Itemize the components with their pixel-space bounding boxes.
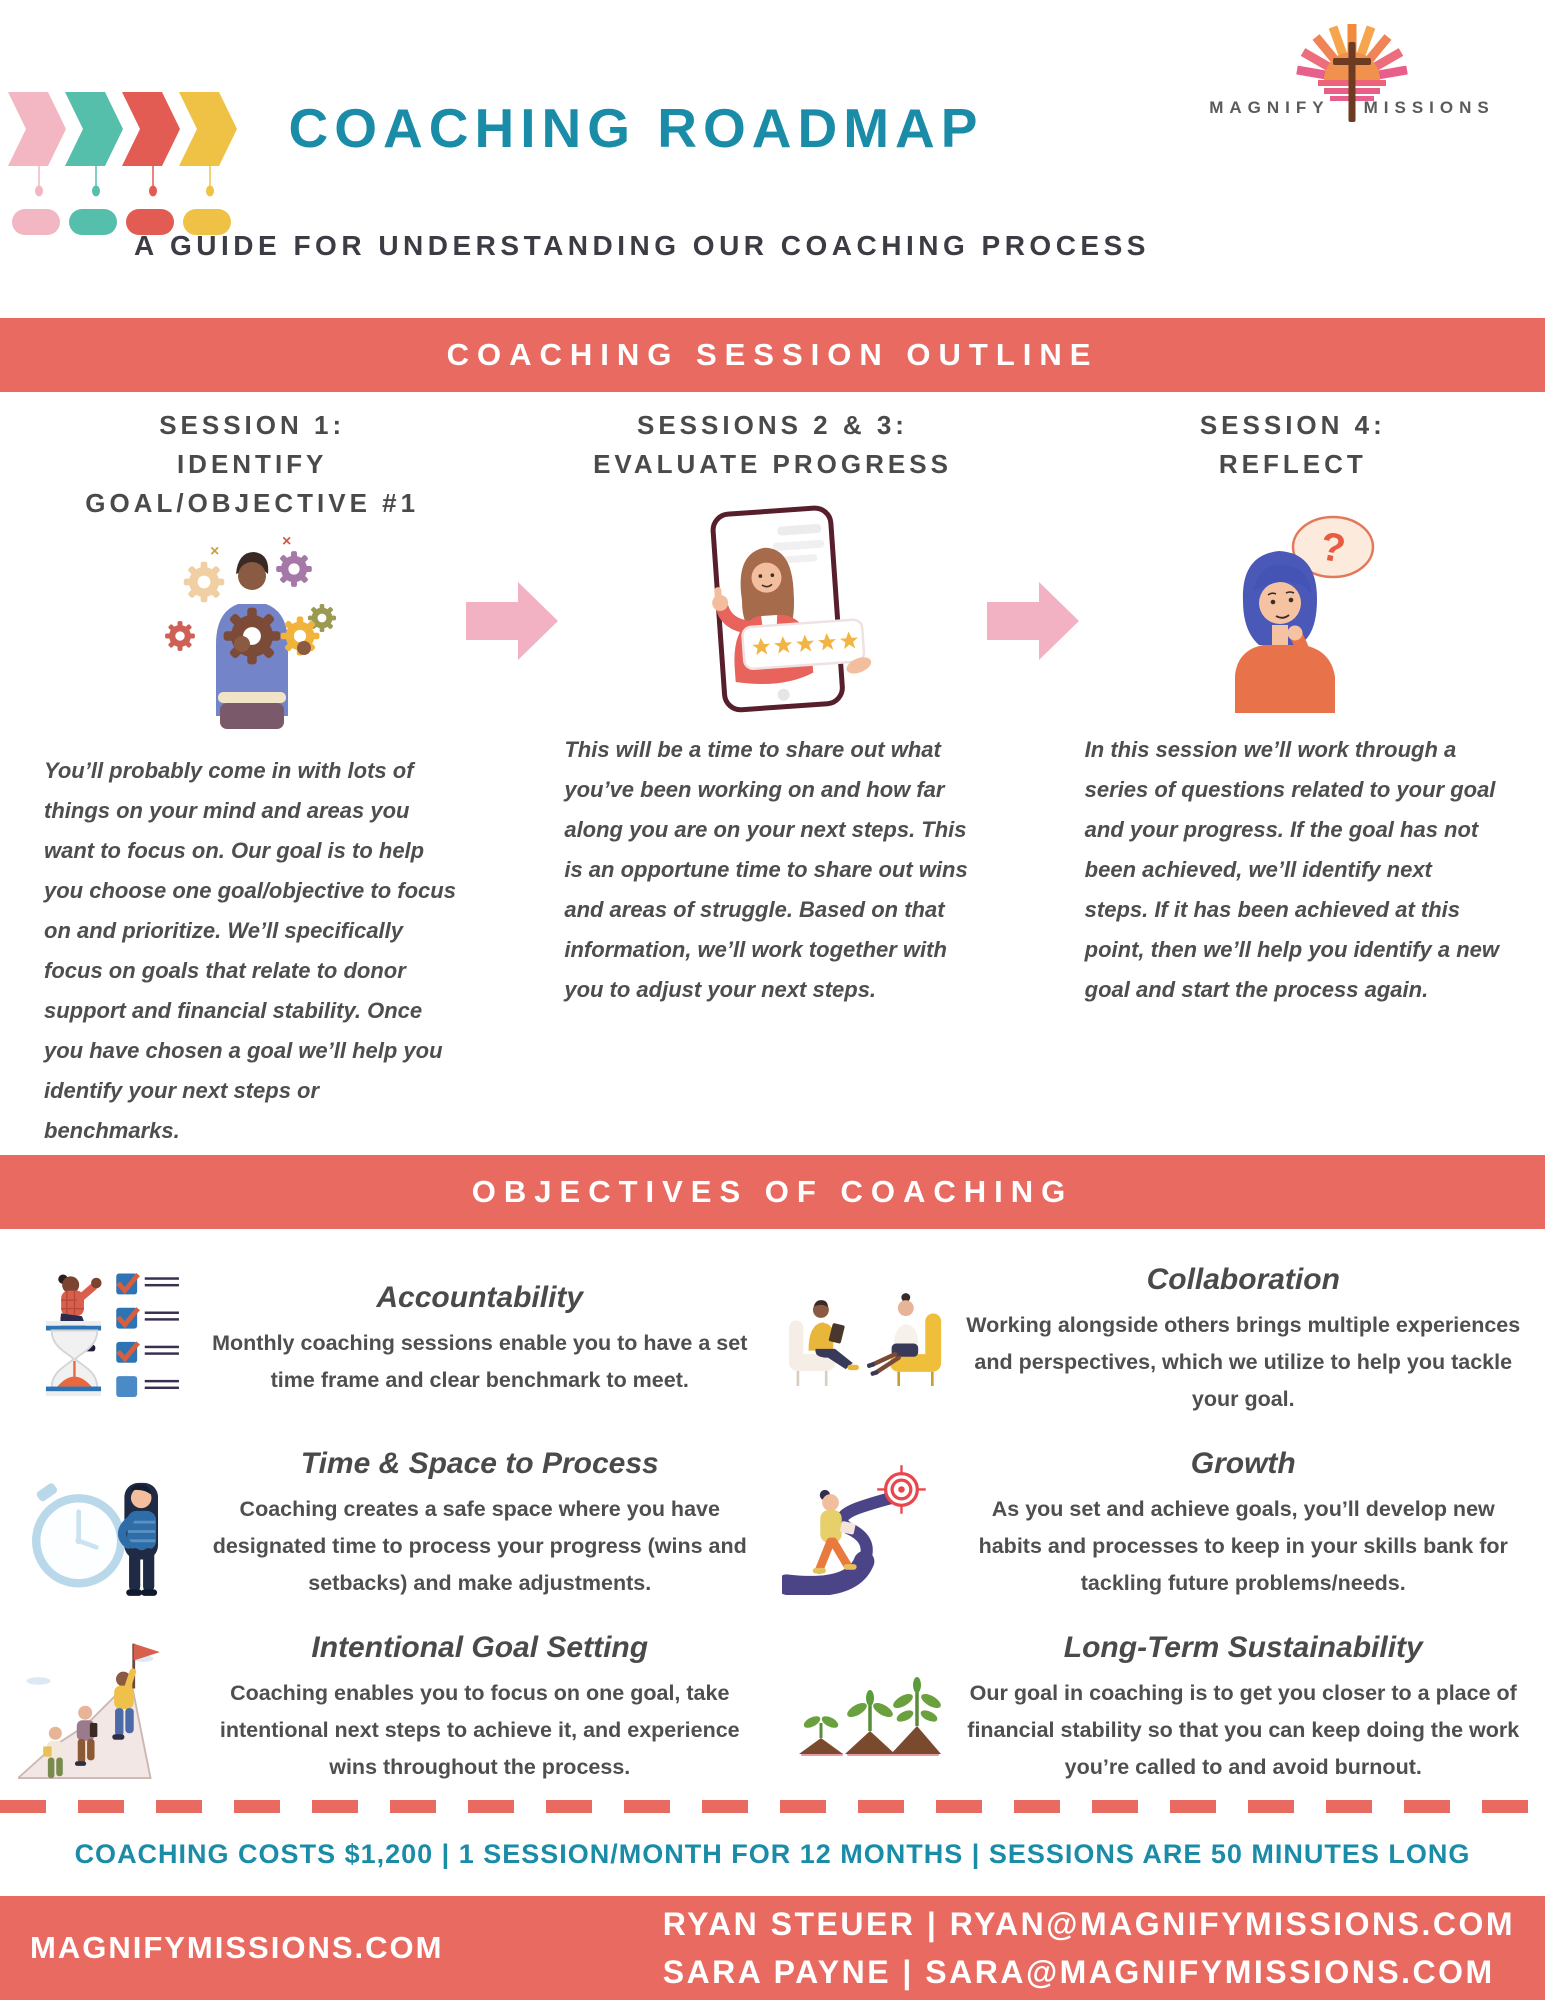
svg-text:×: × — [210, 543, 220, 560]
objectives-banner — [0, 1155, 1545, 1229]
footer — [0, 1896, 1545, 2000]
objective-title: Collaboration — [1146, 1262, 1340, 1296]
footer-contact-ryan: RYAN STEUER | RYAN@MAGNIFYMISSIONS.COM — [662, 1906, 1515, 1942]
dashed-divider — [0, 1800, 1545, 1813]
objective-body: Coaching creates a safe space where you have designated time to process your progress (wins and setbacks) and make adjustments. — [212, 1497, 747, 1595]
objective-body: Our goal in coaching is to get you closer to a place of financial stability so that you can keep doing the work you’re called to and avoid burnout. — [967, 1681, 1520, 1780]
session-2-3-description: This will be a time to share out what you’ve been working on and how far along you are on your next steps. This is an opportune time to share out wins and areas of struggle. Based on that information, we’ll work together with you to adjust your next steps. — [564, 737, 968, 1003]
session-1-description: You’ll probably come in with lots of things on your mind and areas you want to focus on. Our goal is to help you choose one goal/objective to focus on and prioritize. We’ll specifically focus on goals that relate to donor support and financial stability. Once you have chosen a goal we’ll help you identify your next steps or benchmarks. — [44, 758, 456, 1144]
growing-plants-icon — [782, 1659, 950, 1759]
objective-title: Growth — [1190, 1447, 1296, 1481]
objective-collaboration-text — [960, 1263, 1528, 1418]
footer-contacts — [663, 1900, 1515, 1996]
objective-title: Long-Term Sustainability — [1063, 1631, 1423, 1665]
objective-body: As you set and achieve goals, you’ll develop new habits and processes to keep in your skills bank for tackling future problems/needs. — [978, 1497, 1508, 1595]
session-2-3-heading-line2: EVALUATE PROGRESS — [593, 449, 952, 479]
objective-sustainability-text — [960, 1631, 1528, 1786]
objective-title: Accountability — [376, 1281, 584, 1315]
two-people-talking-icon — [782, 1281, 950, 1399]
session-4-column — [1079, 406, 1507, 1155]
session-columns — [0, 392, 1545, 1155]
objective-goal-setting — [18, 1624, 764, 1794]
objective-collaboration — [782, 1255, 1528, 1425]
mountain-flag-climbers-icon — [18, 1633, 186, 1785]
objective-accountability — [18, 1255, 764, 1425]
hourglass-checklist-icon — [18, 1264, 186, 1416]
brand-name-right: MISSIONS — [1363, 98, 1495, 117]
objectives-grid — [0, 1229, 1545, 1800]
session-2-3-column — [558, 406, 986, 1155]
objective-time-space-text — [196, 1447, 764, 1602]
objective-title: Time & Space to Process — [300, 1447, 659, 1481]
objective-growth-text — [960, 1447, 1528, 1602]
session-4-heading — [1079, 406, 1507, 502]
svg-text:×: × — [282, 533, 292, 550]
session-2-3-heading — [558, 406, 986, 502]
page-title: COACHING ROADMAP — [288, 97, 984, 159]
objective-sustainability — [782, 1624, 1528, 1794]
magnify-missions-logo — [1187, 16, 1517, 118]
brand-name-left: MAGNIFY — [1209, 98, 1330, 117]
video-call-rating-illustration — [558, 502, 986, 714]
session-1-heading — [38, 406, 466, 523]
arrow-right-icon — [987, 576, 1079, 1155]
session-4-heading-line1: SESSION 4: — [1199, 410, 1386, 440]
footer-contact-sara: SARA PAYNE | SARA@MAGNIFYMISSIONS.COM — [662, 1954, 1495, 1990]
header — [0, 0, 1545, 318]
objective-goal-setting-text — [196, 1631, 764, 1786]
man-with-gears-illustration — [38, 523, 466, 735]
session-1-heading-line1: SESSION 1: — [159, 410, 346, 440]
objective-accountability-text — [196, 1281, 764, 1399]
objective-body: Coaching enables you to focus on one goal, take intentional next steps to achieve it, and experience wins throughout the process. — [219, 1681, 740, 1780]
objective-title: Intentional Goal Setting — [311, 1631, 649, 1665]
objective-body: Working alongside others brings multiple experiences and perspectives, which we utilize to help you tackle your goal. — [966, 1312, 1521, 1411]
session-2-3-heading-line1: SESSIONS 2 & 3: — [637, 410, 908, 440]
svg-text:?: ? — [1316, 524, 1349, 572]
session-1-heading-line2: IDENTIFY GOAL/OBJECTIVE #1 — [85, 449, 420, 518]
objective-time-space — [18, 1439, 764, 1609]
thinking-woman-illustration — [1079, 502, 1507, 714]
session-4-heading-line2: REFLECT — [1218, 449, 1367, 479]
objective-body: Monthly coaching sessions enable you to have a set time frame and clear benchmark to meet. — [212, 1331, 748, 1393]
objective-growth — [782, 1439, 1528, 1609]
session-1-column — [38, 406, 466, 1155]
arrow-right-icon — [466, 576, 558, 1155]
session-outline-banner — [0, 318, 1545, 392]
page-subtitle: A GUIDE FOR UNDERSTANDING OUR COACHING PROCESS — [134, 230, 1150, 261]
footer-website: MAGNIFYMISSIONS.COM — [30, 1930, 444, 1965]
winding-path-target-icon — [782, 1453, 950, 1595]
stopwatch-woman-icon — [18, 1448, 186, 1600]
session-outline-banner-label: COACHING SESSION OUTLINE — [446, 337, 1099, 372]
pricing-line: COACHING COSTS $1,200 | 1 SESSION/MONTH FOR 12 MONTHS | SESSIONS ARE 50 MINUTES LONG — [74, 1839, 1471, 1869]
objectives-banner-label: OBJECTIVES OF COACHING — [471, 1174, 1074, 1209]
session-4-description: In this session we’ll work through a series of questions related to your goal and your progress. If the goal has not been achieved, we’ll identify next steps. If it has been achieved at this point, then we’ll help you identify a new goal and start the process again. — [1084, 737, 1500, 1003]
